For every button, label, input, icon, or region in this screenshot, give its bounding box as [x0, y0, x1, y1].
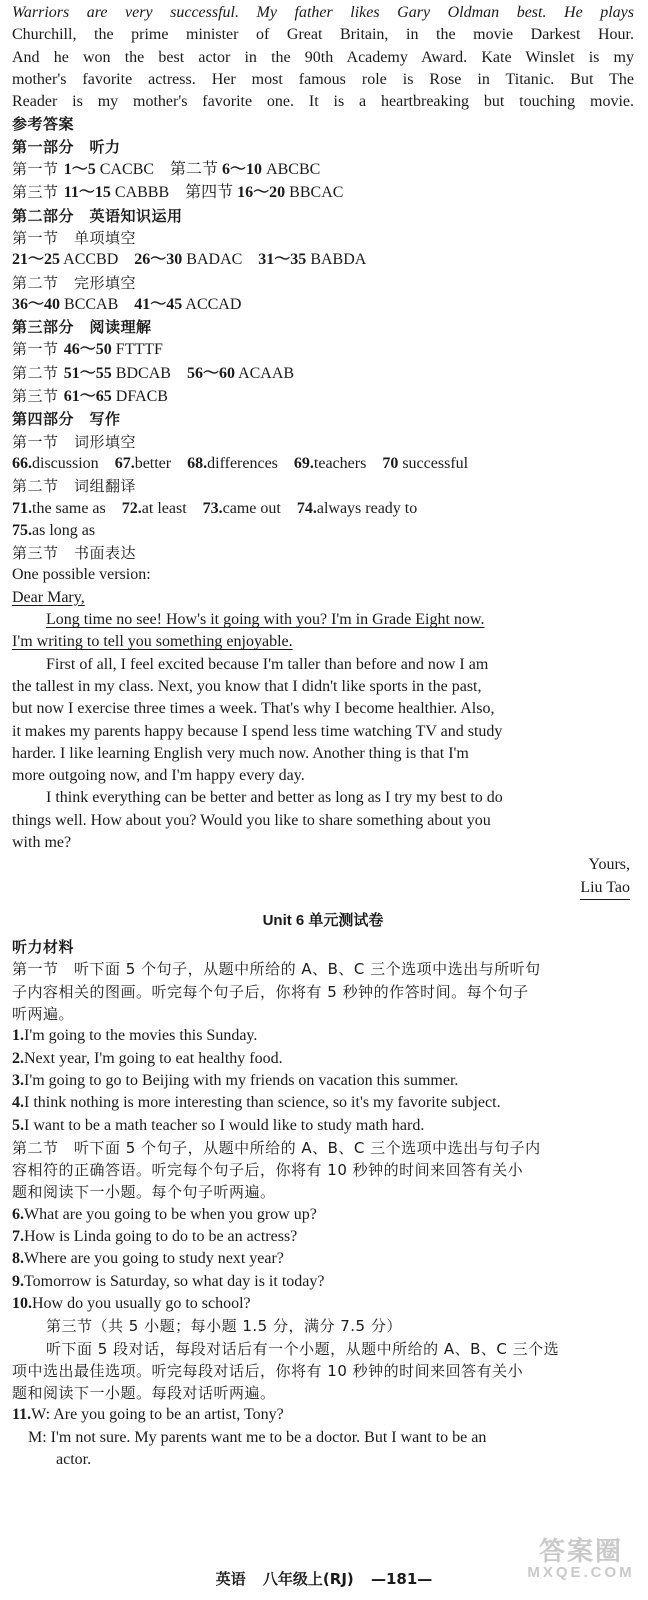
part3-heading: 第三部分 阅读理解 [12, 318, 152, 337]
passage-line: And he won the best actor in the 90th Academy Award. Kate Winslet is my [12, 48, 634, 66]
answer-line: 第三节 61～65 DFACB [12, 387, 168, 406]
dialog-line: actor. [56, 1451, 92, 1468]
instruction-line: 听下面 5 段对话，每段对话后有一个小题，从题中所给的 A、B、C 三个选 [46, 1339, 560, 1358]
passage-line: Reader is my mother's favorite one. It is a heartbreaking but touching movie. [12, 93, 634, 111]
listening-item: 1.I'm going to the movies this Sunday. [12, 1027, 258, 1045]
listening-item: 8.Where are you going to study next year? [12, 1250, 284, 1268]
letter-line: Long time no see! How's it going with you? I'm in Grade Eight now. [46, 611, 485, 629]
instruction-line: 容相符的正确答语。听完每个句子后，你将有 10 秒钟的时间来回答有关小 [12, 1161, 524, 1180]
dialog-line: M: I'm not sure. My parents want me to be a doctor. But I want to be an [28, 1428, 487, 1446]
letter-line: it makes my parents happy because I spend less time watching TV and study [12, 722, 503, 740]
part2-heading: 第二部分 英语知识运用 [12, 206, 183, 225]
listening-item: 10.How do you usually go to school? [12, 1294, 251, 1312]
letter-line: I think everything can be better and better as long as I try my best to do [46, 789, 503, 807]
letter-line: more outgoing now, and I'm happy every day. [12, 767, 305, 785]
letter-closing: Yours, [588, 856, 630, 874]
answer-line: 第一节 46～50 FTTTF [12, 340, 163, 359]
page-number: —181— [371, 1570, 433, 1588]
listening-title: 听力材料 [12, 938, 75, 957]
part4-heading: 第四部分 写作 [12, 410, 121, 429]
answer-line: 71.the same as 72.at least 73.came out 74.always ready to [12, 499, 418, 517]
instruction-line: 题和阅读下一小题。每段对话听两遍。 [12, 1384, 276, 1403]
watermark-top: 答案圈 [538, 1536, 623, 1566]
footer-grade: 八年级上(RJ) [262, 1570, 354, 1588]
watermark-logo [522, 1536, 640, 1594]
instruction-line: 题和阅读下一小题。每个句子听两遍。 [12, 1183, 276, 1202]
section-heading: 第一节 单项填空 [12, 228, 137, 247]
listening-item: 3.I'm going to go to Beijing with my friends on vacation this summer. [12, 1071, 459, 1089]
answers-title: 参考答案 [12, 115, 75, 134]
letter-line: with me? [12, 833, 72, 851]
passage-line: Churchill, the prime minister of Great Britain, in the movie Darkest Hour. [12, 26, 634, 44]
answer-line: 75.as long as [12, 521, 96, 539]
passage-line: Warriors are very successful. My father likes Gary Oldman best. He plays [12, 4, 634, 21]
answer-line: 66.discussion 67.better 68.differences 69.teachers 70 successful [12, 454, 469, 472]
letter-line: things well. How about you? Would you like to share something about you [12, 811, 491, 829]
answer-line: 21～25 ACCBD 26～30 BADAC 31～35 BABDA [12, 251, 367, 269]
passage-line: mother's favorite actress. Her most famous role is Rose in Titanic. But The [12, 70, 634, 88]
section3-heading: 第三节（共 5 小题；每小题 1.5 分，满分 7.5 分） [46, 1317, 402, 1336]
letter-line: harder. I like learning English very much now. Another thing is that I'm [12, 744, 469, 762]
instruction-line: 第一节 听下面 5 个句子，从题中所给的 A、B、C 三个选项中选出与所听句 [12, 960, 541, 979]
section-heading: 第二节 词组翻译 [12, 477, 137, 496]
unit-title: Unit 6 单元测试卷 [262, 911, 384, 929]
footer-subject: 英语 [215, 1570, 246, 1588]
section-heading: 第二节 完形填空 [12, 273, 137, 292]
listening-item: 7.How is Linda going to do to be an actress? [12, 1228, 298, 1246]
listening-item: 9.Tomorrow is Saturday, so what day is it today? [12, 1272, 325, 1290]
section-heading: 第一节 词形填空 [12, 432, 137, 451]
answer-line: 36～40 BCCAB 41～45 ACCAD [12, 295, 242, 313]
letter-signature: Liu Tao [12, 877, 634, 900]
answer-line: 第三节 11～15 CABBB 第四节 16～20 BBCAC [12, 183, 344, 202]
passage [12, 2, 634, 113]
instruction-line: 听两遍。 [12, 1005, 75, 1024]
watermark-bottom: MXQE.COM [527, 1564, 635, 1582]
letter-greeting: Dear Mary, [12, 588, 85, 606]
letter-line: but now I exercise three times a week. That's why I become healthier. Also, [12, 700, 495, 718]
answer-line: 第一节 1～5 CACBC 第二节 6～10 ABCBC [12, 160, 321, 179]
listening-item: 2.Next year, I'm going to eat healthy food. [12, 1049, 283, 1067]
listening-item: 4.I think nothing is more interesting than science, so it's my favorite subject. [12, 1094, 501, 1112]
letter-line: the tallest in my class. Next, you know that I didn't like sports in the past, [12, 677, 482, 695]
letter-line: I'm writing to tell you something enjoyable. [12, 633, 293, 651]
listening-item: 5.I want to be a math teacher so I would like to study math hard. [12, 1116, 425, 1134]
letter-intro: One possible version: [12, 566, 151, 584]
dialog-line: 11.W: Are you going to be an artist, Tony? [12, 1406, 284, 1424]
answer-line: 第二节 51～55 BDCAB 56～60 ACAAB [12, 363, 295, 382]
listening-item: 6.What are you going to be when you grow up? [12, 1205, 317, 1223]
part1-heading: 第一部分 听力 [12, 137, 121, 156]
instruction-line: 子内容相关的图画。听完每个句子后，你将有 5 秒钟的作答时间。每个句子 [12, 982, 529, 1001]
letter-line: First of all, I feel excited because I'm taller than before and now I am [46, 655, 489, 673]
section-heading: 第三节 书面表达 [12, 544, 137, 563]
instruction-line: 第二节 听下面 5 个句子，从题中所给的 A、B、C 三个选项中选出与句子内 [12, 1138, 541, 1157]
instruction-line: 项中选出最佳选项。听完每段对话后，你将有 10 秒钟的时间来回答有关小 [12, 1361, 524, 1380]
